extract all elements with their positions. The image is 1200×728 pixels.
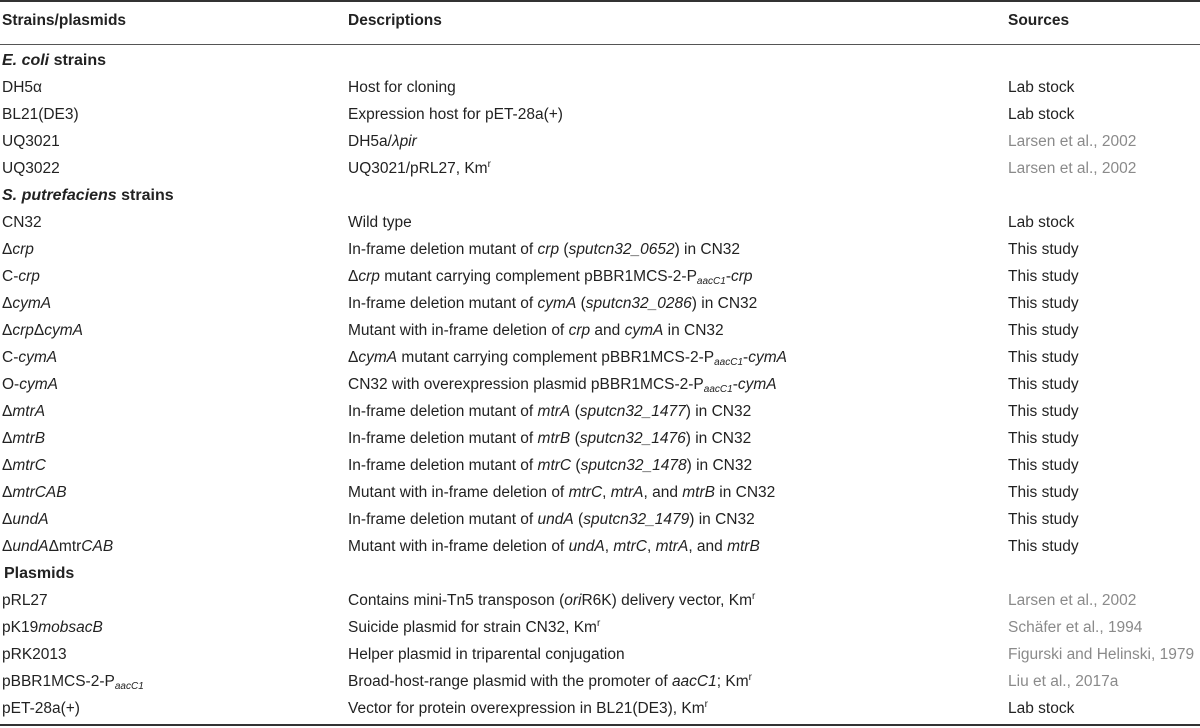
header-sources: Sources <box>1008 12 1070 29</box>
table-row: UQ3022 UQ3021/pRL27, Km$^r$ Larsen et al., 2002 <box>2 159 1137 177</box>
table-row: CN32 Wild type Lab stock <box>2 214 1075 231</box>
table-row: Δcrp In-frame deletion mutant of crp (sputcn32_0652) in CN32 This study <box>2 241 1079 258</box>
table-row: C-cymA ΔcymA mutant carrying complement $pBBR1MCS-2-P_{aacC1}$-cymA This study <box>2 349 1079 368</box>
table-row: UQ3021 DH5a/λpir Larsen et al., 2002 <box>2 133 1137 150</box>
table-row: pRL27 Contains mini-Tn5 transposon (oriR6K) delivery vector, Km$^r$ Larsen et al., 2002 <box>2 591 1137 609</box>
top-rule <box>0 0 1200 2</box>
table-row: BL21(DE3) Expression host for pET-28a(+) Lab stock <box>2 106 1075 123</box>
table-row: ΔundA In-frame deletion mutant of undA (sputcn32_1479) in CN32 This study <box>2 511 1079 528</box>
table-row: pK19mobsacB Suicide plasmid for strain CN32, Km$^r$ Schäfer et al., 1994 <box>2 618 1143 636</box>
table-header <box>0 6 1200 36</box>
table-row: ΔmtrB In-frame deletion mutant of mtrB (sputcn32_1476) in CN32 This study <box>2 430 1079 447</box>
section-plasmids: Plasmids <box>4 565 75 582</box>
header-descriptions: Descriptions <box>348 12 442 29</box>
table-row: $pBBR1MCS-2-P_{aacC1}$ Broad-host-range plasmid with the promoter of aacC1; Km$^r$ Liu et al., 2017a <box>2 672 1119 692</box>
table-row: pRK2013 Helper plasmid in triparental conjugation Figurski and Helinski, 1979 <box>2 646 1195 663</box>
bottom-rule <box>0 724 1200 726</box>
section-sputrefaciens: S. putrefaciens strains <box>2 187 174 204</box>
header-strains: Strains/plasmids <box>2 12 127 29</box>
table-row: DH5α Host for cloning Lab stock <box>2 79 1075 96</box>
table-row: O-cymA CN32 with overexpression plasmid $pBBR1MCS-2-P_{aacC1}$-cymA This study <box>2 376 1079 395</box>
table-row: ΔmtrCAB Mutant with in-frame deletion of mtrC, mtrA, and mtrB in CN32 This study <box>2 484 1079 501</box>
table-row: pET-28a(+) Vector for protein overexpression in BL21(DE3), Km$^r$ Lab stock <box>2 699 1075 717</box>
table-row: ΔmtrC In-frame deletion mutant of mtrC (sputcn32_1478) in CN32 This study <box>2 457 1079 474</box>
table-row: ΔcrpΔcymA Mutant with in-frame deletion of crp and cymA in CN32 This study <box>2 322 1079 339</box>
section-ecoli: E. coli strains <box>2 52 107 69</box>
table-row: ΔundAΔmtrCAB Mutant with in-frame deletion of undA, mtrC, mtrA, and mtrB This study <box>2 538 1079 555</box>
table-row: C-crp Δcrp mutant carrying complement $pBBR1MCS-2-P_{aacC1}$-crp This study <box>2 268 1079 287</box>
table-row: ΔmtrA In-frame deletion mutant of mtrA (sputcn32_1477) in CN32 This study <box>2 403 1079 420</box>
header-rule <box>0 44 1200 45</box>
table-row: ΔcymA In-frame deletion mutant of cymA (sputcn32_0286) in CN32 This study <box>2 295 1079 312</box>
